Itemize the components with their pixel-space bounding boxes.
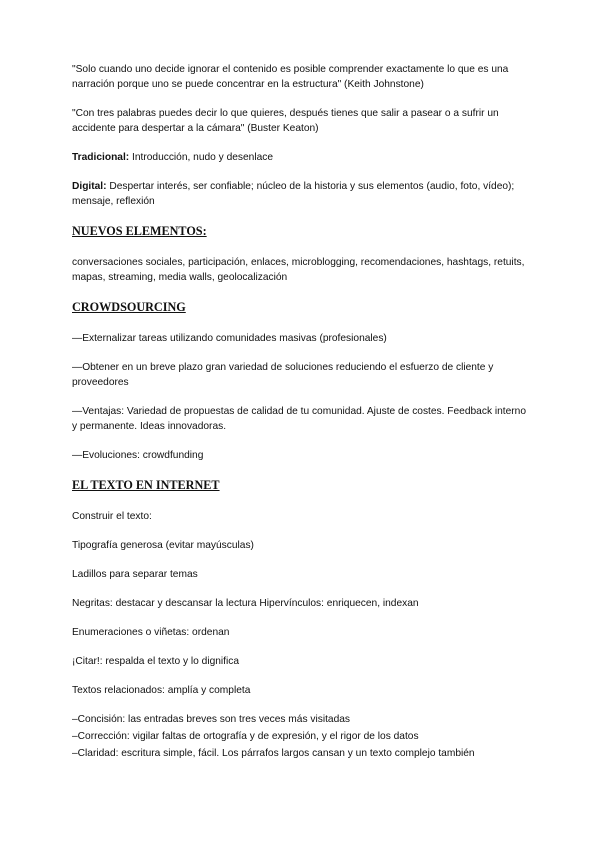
digital-text: Despertar interés, ser confiable; núcleo de la historia y sus elementos (audio, foto, vídeo); mensaje, reflexión — [72, 181, 515, 207]
crowdsourcing-item: —Externalizar tareas utilizando comunidades masivas (profesionales) — [72, 333, 387, 344]
document-page — [72, 62, 532, 763]
texto-item: ¡Citar!: respalda el texto y lo dignifica — [72, 656, 240, 667]
digital-paragraph — [72, 179, 532, 209]
crowdsourcing-heading: CROWDSOURCING — [72, 300, 186, 314]
crowdsourcing-item: —Obtener en un breve plazo gran variedad de soluciones reduciendo el esfuerzo de cliente y proveedores — [72, 362, 494, 388]
texto-item: Enumeraciones o viñetas: ordenan — [72, 627, 230, 638]
tradicional-text: Introducción, nudo y desenlace — [129, 152, 274, 163]
texto-item: Tipografía generosa (evitar mayúsculas) — [72, 540, 254, 551]
quote-keaton: "Con tres palabras puedes decir lo que quieres, después tienes que salir a pasear o a sufrir un accidente para despertar a la cámara" (Buster Keaton) — [72, 108, 499, 134]
quote-johnstone: "Solo cuando uno decide ignorar el contenido es posible comprender exactamente lo que es una narración porque uno se puede concentrar en la estructura" (Keith Johnstone) — [72, 64, 509, 90]
texto-item: Ladillos para separar temas — [72, 569, 198, 580]
texto-final-item: –Corrección: vigilar faltas de ortografía y de expresión, y el rigor de los datos — [72, 731, 419, 742]
crowdsourcing-item: —Evoluciones: crowdfunding — [72, 450, 204, 461]
texto-item: Textos relacionados: amplía y completa — [72, 685, 251, 696]
tradicional-label: Tradicional: — [72, 152, 130, 163]
texto-final-item: –Concisión: las entradas breves son tres veces más visitadas — [72, 714, 351, 725]
nuevos-heading: NUEVOS ELEMENTOS: — [72, 224, 207, 238]
texto-item: Negritas: destacar y descansar la lectura Hipervínculos: enriquecen, indexan — [72, 598, 419, 609]
nuevos-text: conversaciones sociales, participación, enlaces, microblogging, recomendaciones, hashtags, retuits, mapas, streaming, media walls, geolocalización — [72, 257, 525, 283]
digital-label: Digital: — [72, 181, 107, 192]
tradicional-paragraph — [72, 150, 532, 165]
texto-final-item: –Claridad: escritura simple, fácil. Los párrafos largos cansan y un texto complejo también — [72, 748, 475, 759]
texto-heading: EL TEXTO EN INTERNET — [72, 478, 220, 492]
texto-item: Construir el texto: — [72, 511, 152, 522]
crowdsourcing-item: —Ventajas: Variedad de propuestas de calidad de tu comunidad. Ajuste de costes. Feedback interno y permanente. Ideas innovadoras. — [72, 406, 527, 432]
